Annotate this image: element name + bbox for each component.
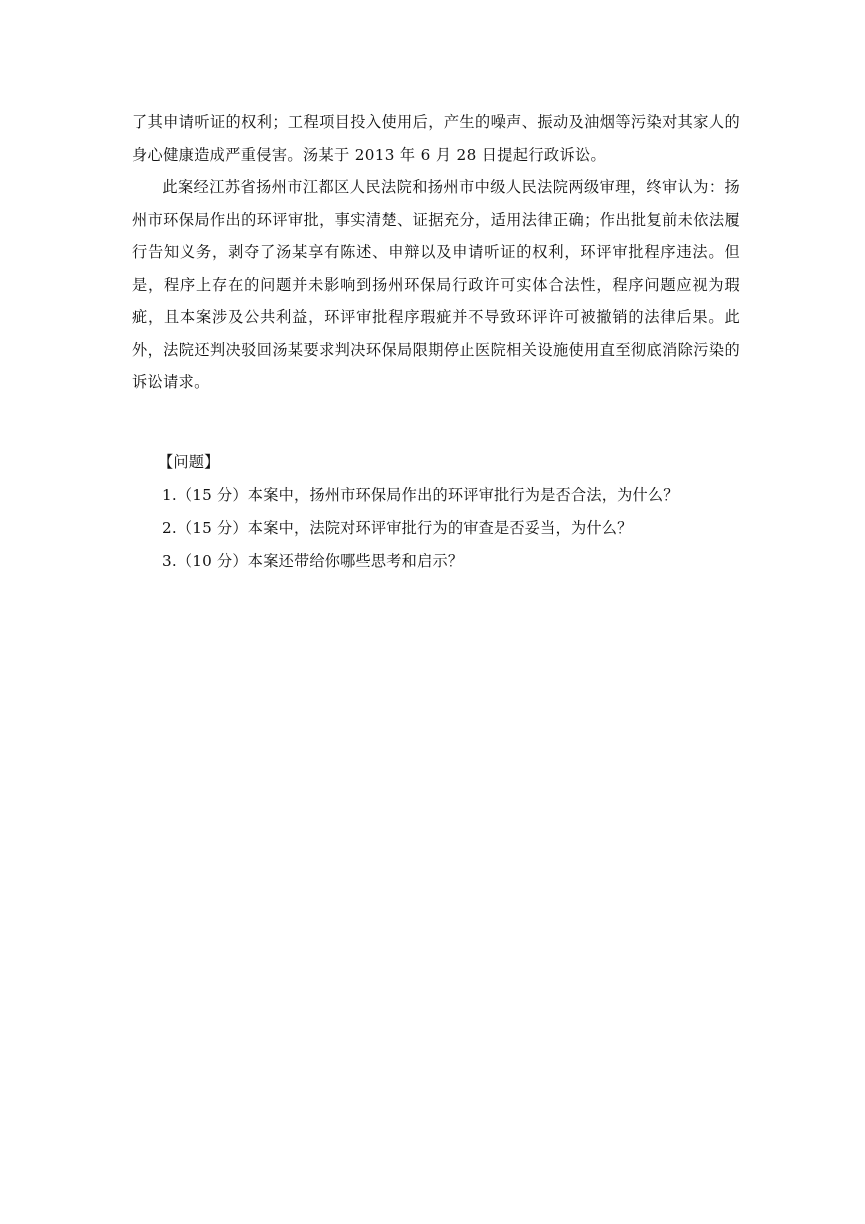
paragraph-continuation: 了其申请听证的权利；工程项目投入使用后，产生的噪声、振动及油烟等污染对其家人的身心健康造成严重侵害。汤某于 2013 年 6 月 28 日提起行政诉讼。 — [132, 113, 740, 164]
questions-section — [158, 446, 742, 578]
question-item: 2.（15 分）本案中，法院对环评审批行为的审查是否妥当，为什么？ — [162, 519, 633, 537]
question-item: 1.（15 分）本案中，扬州市环保局作出的环评审批行为是否合法，为什么？ — [162, 486, 679, 504]
paragraph-judgment: 此案经江苏省扬州市江都区人民法院和扬州市中级人民法院两级审理，终审认为：扬州市环保局作出的环评审批，事实清楚、证据充分，适用法律正确；作出批复前未依法履行告知义务，剥夺了汤某享有陈述、申辩以及申请听证的权利，环评审批程序违法。但是，程序上存在的问题并未影响到扬州环保局行政许可实体合法性，程序问题应视为瑕疵，且本案涉及公共利益，环评审批程序瑕疵并不导致环评许可被撤销的法律后果。此外，法院还判决驳回汤某要求判决环保局限期停止医院相关设施使用直至彻底消除污染的诉讼请求。 — [132, 178, 740, 391]
case-body — [132, 106, 740, 399]
questions-heading: 【问题】 — [158, 453, 220, 471]
questions-list — [162, 479, 742, 578]
question-item: 3.（10 分）本案还带给你哪些思考和启示？ — [162, 552, 464, 570]
